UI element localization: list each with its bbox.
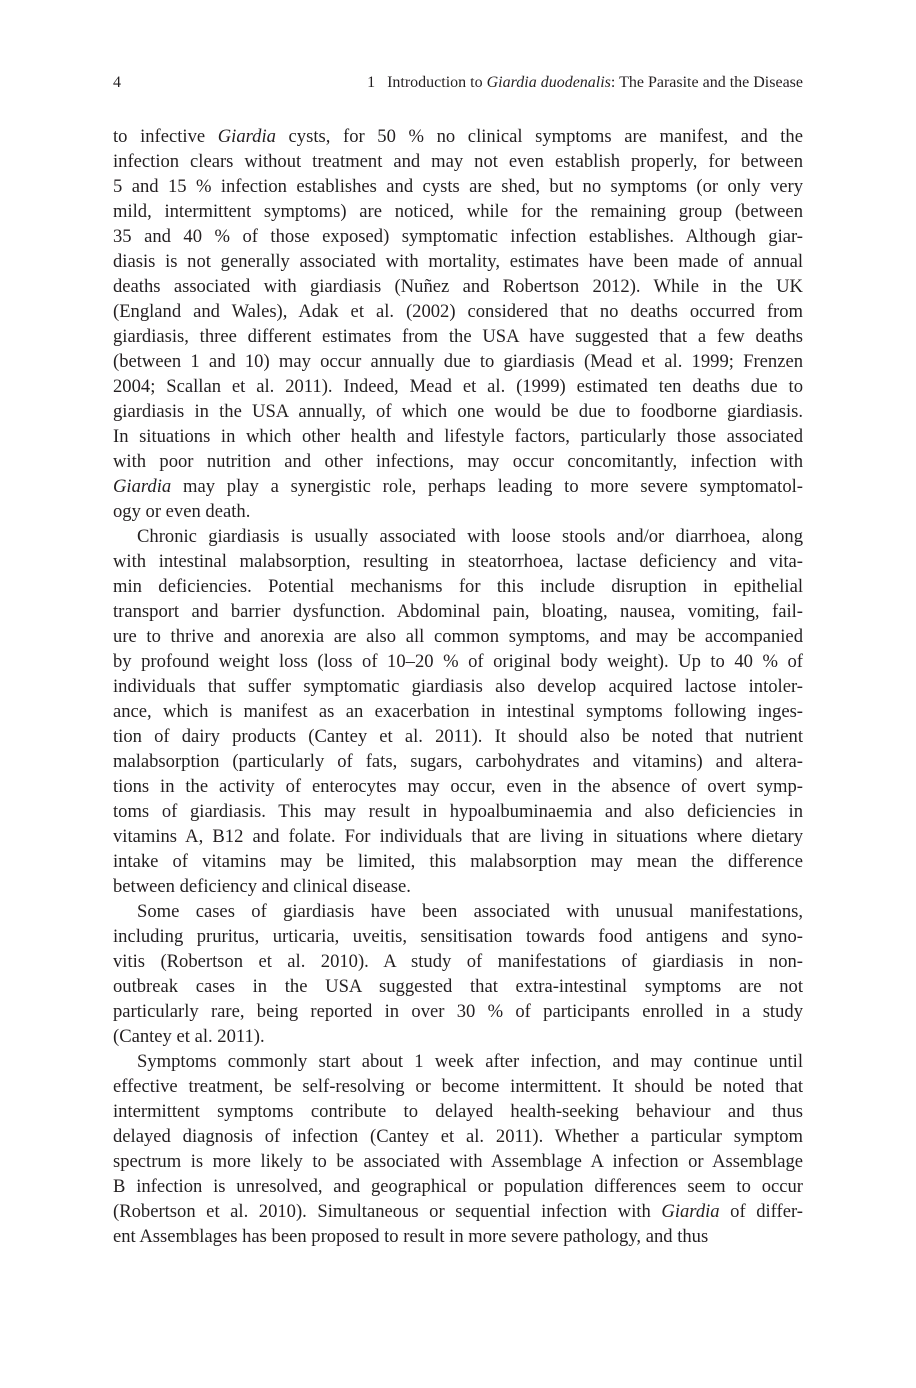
text-run: ent Assemblages has been proposed to result in more severe pathology, and thus xyxy=(113,1226,709,1247)
text-run: particularly rare, being reported in over 30 % of participants enrolled in a study xyxy=(113,1001,803,1022)
text-run: mild, intermittent symptoms) are noticed, while for the remaining group (between xyxy=(113,201,803,222)
text-line xyxy=(113,474,803,499)
text-line xyxy=(113,999,803,1024)
text-run: 2004; Scallan et al. 2011). Indeed, Mead et al. (1999) estimated ten deaths due to xyxy=(113,376,803,397)
text-run: (England and Wales), Adak et al. (2002) considered that no deaths occurred from xyxy=(113,301,803,322)
running-title-suffix: : The Parasite and the Disease xyxy=(610,74,803,91)
text-run: to infective xyxy=(113,126,218,147)
text-line xyxy=(113,1024,803,1049)
text-line xyxy=(113,199,803,224)
text-line xyxy=(113,1199,803,1224)
text-line xyxy=(113,299,803,324)
text-run: vitamins A, B12 and folate. For individuals that are living in situations where dietary xyxy=(113,826,803,847)
text-run: ance, which is manifest as an exacerbation in intestinal symptoms following inges- xyxy=(113,701,803,722)
text-run: intake of vitamins may be limited, this malabsorption may mean the difference xyxy=(113,851,803,872)
text-run: vitis (Robertson et al. 2010). A study of manifestations of giardiasis in non- xyxy=(113,951,803,972)
chapter-number: 1 xyxy=(367,74,376,91)
text-line xyxy=(113,1049,803,1074)
text-run: may play a synergistic role, perhaps leading to more severe symptomatol- xyxy=(171,476,803,497)
text-line xyxy=(113,749,803,774)
text-line xyxy=(113,774,803,799)
text-line xyxy=(113,224,803,249)
text-line xyxy=(113,849,803,874)
text-run: transport and barrier dysfunction. Abdominal pain, bloating, nausea, vomiting, fail- xyxy=(113,601,803,622)
paragraph xyxy=(113,1049,803,1249)
text-line xyxy=(113,449,803,474)
text-line xyxy=(113,149,803,174)
text-line xyxy=(113,1074,803,1099)
text-run: diasis is not generally associated with mortality, estimates have been made of annual xyxy=(113,251,803,272)
text-line xyxy=(113,324,803,349)
text-line xyxy=(113,174,803,199)
text-line xyxy=(113,624,803,649)
text-run: In situations in which other health and lifestyle factors, particularly those associated xyxy=(113,426,803,447)
text-run: spectrum is more likely to be associated with Assemblage A infection or Assemblage xyxy=(113,1151,803,1172)
text-run: 35 and 40 % of those exposed) symptomatic infection establishes. Although giar- xyxy=(113,226,803,247)
text-line xyxy=(113,1124,803,1149)
text-run: Chronic giardiasis is usually associated with loose stools and/or diarrhoea, along xyxy=(137,526,803,547)
text-run: by profound weight loss (loss of 10–20 % of original body weight). Up to 40 % of xyxy=(113,651,803,672)
text-run: individuals that suffer symptomatic giardiasis also develop acquired lactose intoler- xyxy=(113,676,803,697)
text-run: ogy or even death. xyxy=(113,501,251,522)
text-run: with intestinal malabsorption, resulting in steatorrhoea, lactase deficiency and vita- xyxy=(113,551,803,572)
text-run: B infection is unresolved, and geographical or population differences seem to occur xyxy=(113,1176,803,1197)
text-line xyxy=(113,674,803,699)
text-line xyxy=(113,399,803,424)
running-title xyxy=(367,72,803,94)
text-run: delayed diagnosis of infection (Cantey et al. 2011). Whether a particular symptom xyxy=(113,1126,803,1147)
text-run: infection clears without treatment and may not even establish properly, for between xyxy=(113,151,803,172)
italic-term: Giardia xyxy=(217,126,276,147)
page-number: 4 xyxy=(113,74,121,91)
paragraph xyxy=(113,524,803,899)
text-line xyxy=(113,274,803,299)
text-line xyxy=(113,974,803,999)
text-line xyxy=(113,1099,803,1124)
text-line xyxy=(113,899,803,924)
text-run: (Cantey et al. 2011). xyxy=(113,1026,265,1047)
italic-term: Giardia xyxy=(113,476,172,497)
text-line xyxy=(113,949,803,974)
text-line xyxy=(113,874,803,899)
text-run: min deficiencies. Potential mechanisms for this include disruption in epithelial xyxy=(113,576,803,597)
text-line xyxy=(113,374,803,399)
text-run: deaths associated with giardiasis (Nuñez and Robertson 2012). While in the UK xyxy=(113,276,803,297)
text-line xyxy=(113,499,803,524)
text-run: intermittent symptoms contribute to delayed health-seeking behaviour and thus xyxy=(113,1101,803,1122)
text-run: giardiasis in the USA annually, of which one would be due to foodborne giardiasis. xyxy=(113,401,803,422)
body-text xyxy=(113,124,803,1249)
text-run: malabsorption (particularly of fats, sugars, carbohydrates and vitamins) and altera- xyxy=(113,751,803,772)
text-run: between deficiency and clinical disease. xyxy=(113,876,411,897)
text-run: giardiasis, three different estimates from the USA have suggested that a few deaths xyxy=(113,326,803,347)
text-run: including pruritus, urticaria, uveitis, sensitisation towards food antigens and syno- xyxy=(113,926,803,947)
text-run: with poor nutrition and other infections, may occur concomitantly, infection with xyxy=(113,451,803,472)
text-line xyxy=(113,574,803,599)
text-run: Symptoms commonly start about 1 week after infection, and may continue until xyxy=(137,1051,803,1072)
text-line xyxy=(113,1224,803,1249)
text-line xyxy=(113,699,803,724)
text-line xyxy=(113,124,803,149)
text-line xyxy=(113,599,803,624)
text-run: (Robertson et al. 2010). Simultaneous or sequential infection with xyxy=(113,1201,662,1222)
text-line xyxy=(113,924,803,949)
running-header xyxy=(113,72,803,94)
paragraph xyxy=(113,899,803,1049)
text-line xyxy=(113,1149,803,1174)
text-line xyxy=(113,1174,803,1199)
text-run: ure to thrive and anorexia are also all common symptoms, and may be accompanied xyxy=(113,626,803,647)
text-line xyxy=(113,799,803,824)
running-title-italic: Giardia duodenalis xyxy=(486,74,611,91)
text-line xyxy=(113,549,803,574)
text-run: effective treatment, be self-resolving or become intermittent. It should be noted that xyxy=(113,1076,803,1097)
text-run: 5 and 15 % infection establishes and cysts are shed, but no symptoms (or only very xyxy=(113,176,803,197)
italic-term: Giardia xyxy=(661,1201,720,1222)
text-line xyxy=(113,424,803,449)
text-line xyxy=(113,824,803,849)
text-run: tion of dairy products (Cantey et al. 2011). It should also be noted that nutrient xyxy=(113,726,803,747)
text-line xyxy=(113,349,803,374)
text-run: (between 1 and 10) may occur annually due to giardiasis (Mead et al. 1999; Frenzen xyxy=(113,351,803,372)
text-run: Some cases of giardiasis have been associated with unusual manifestations, xyxy=(137,901,803,922)
text-line xyxy=(113,649,803,674)
text-run: toms of giardiasis. This may result in hypoalbuminaemia and also deficiencies in xyxy=(113,801,803,822)
text-line xyxy=(113,524,803,549)
running-title-prefix: Introduction to xyxy=(387,74,487,91)
paragraph xyxy=(113,124,803,524)
text-run: tions in the activity of enterocytes may occur, even in the absence of overt symp- xyxy=(113,776,803,797)
text-line xyxy=(113,724,803,749)
text-run: outbreak cases in the USA suggested that extra-intestinal symptoms are not xyxy=(113,976,803,997)
text-run: cysts, for 50 % no clinical symptoms are manifest, and the xyxy=(275,126,803,147)
text-run: of differ- xyxy=(719,1201,803,1222)
text-line xyxy=(113,249,803,274)
